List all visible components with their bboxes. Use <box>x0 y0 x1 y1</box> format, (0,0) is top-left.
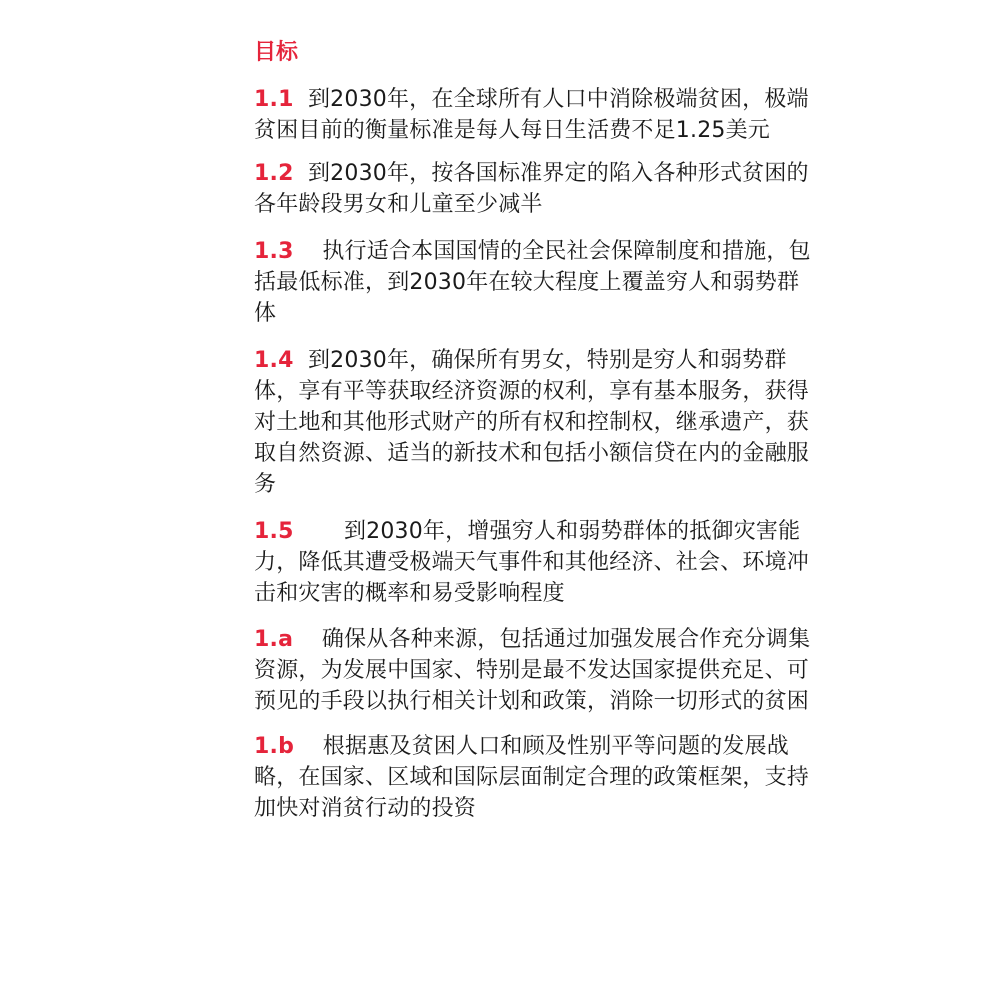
target-gap <box>294 519 344 544</box>
target-text: 到2030年，按各国标准界定的陷入各种形式贫困的各年龄段男女和儿童至少减半 <box>254 161 809 217</box>
target-number: 1.1 <box>254 87 294 112</box>
target-text: 确保从各种来源，包括通过加强发展合作充分调集资源，为发展中国家、特别是最不发达国家提供充足、可预见的手段以执行相关计划和政策，消除一切形式的贫困 <box>254 627 811 714</box>
target-number: 1.b <box>254 734 295 759</box>
target-text: 到2030年，确保所有男女，特别是穷人和弱势群体，享有平等获取经济资源的权利，享有基本服务，获得对土地和其他形式财产的所有权和控制权，继承遗产，获取自然资源、适当的新技术和包括小额信贷在内的金融服务 <box>254 348 810 497</box>
target-1-a <box>254 624 814 717</box>
target-gap <box>294 734 323 759</box>
target-number: 1.a <box>254 627 294 652</box>
target-1-5 <box>254 516 814 609</box>
targets-document <box>254 38 814 824</box>
target-gap <box>294 87 308 112</box>
target-text: 到2030年，在全球所有人口中消除极端贫困，极端贫困目前的衡量标准是每人每日生活费不足1.25美元 <box>254 87 809 143</box>
target-gap <box>294 239 323 264</box>
target-1-2 <box>254 158 814 220</box>
target-number: 1.3 <box>254 239 294 264</box>
target-1-1 <box>254 84 814 146</box>
target-1-3 <box>254 236 814 329</box>
target-gap <box>294 348 308 373</box>
target-number: 1.5 <box>254 519 294 544</box>
target-gap <box>294 161 308 186</box>
target-text: 根据惠及贫困人口和顾及性别平等问题的发展战略，在国家、区域和国际层面制定合理的政策框架，支持加快对消贫行动的投资 <box>254 734 810 821</box>
target-number: 1.2 <box>254 161 294 186</box>
target-text: 到2030年，增强穷人和弱势群体的抵御灾害能力，降低其遭受极端天气事件和其他经济、社会、环境冲击和灾害的概率和易受影响程度 <box>254 519 810 606</box>
target-text: 执行适合本国国情的全民社会保障制度和措施，包括最低标准，到2030年在较大程度上覆盖穷人和弱势群体 <box>254 239 811 326</box>
section-heading: 目标 <box>254 40 299 65</box>
target-gap <box>293 627 322 652</box>
target-1-b <box>254 731 814 824</box>
target-1-4 <box>254 345 814 500</box>
target-number: 1.4 <box>254 348 294 373</box>
